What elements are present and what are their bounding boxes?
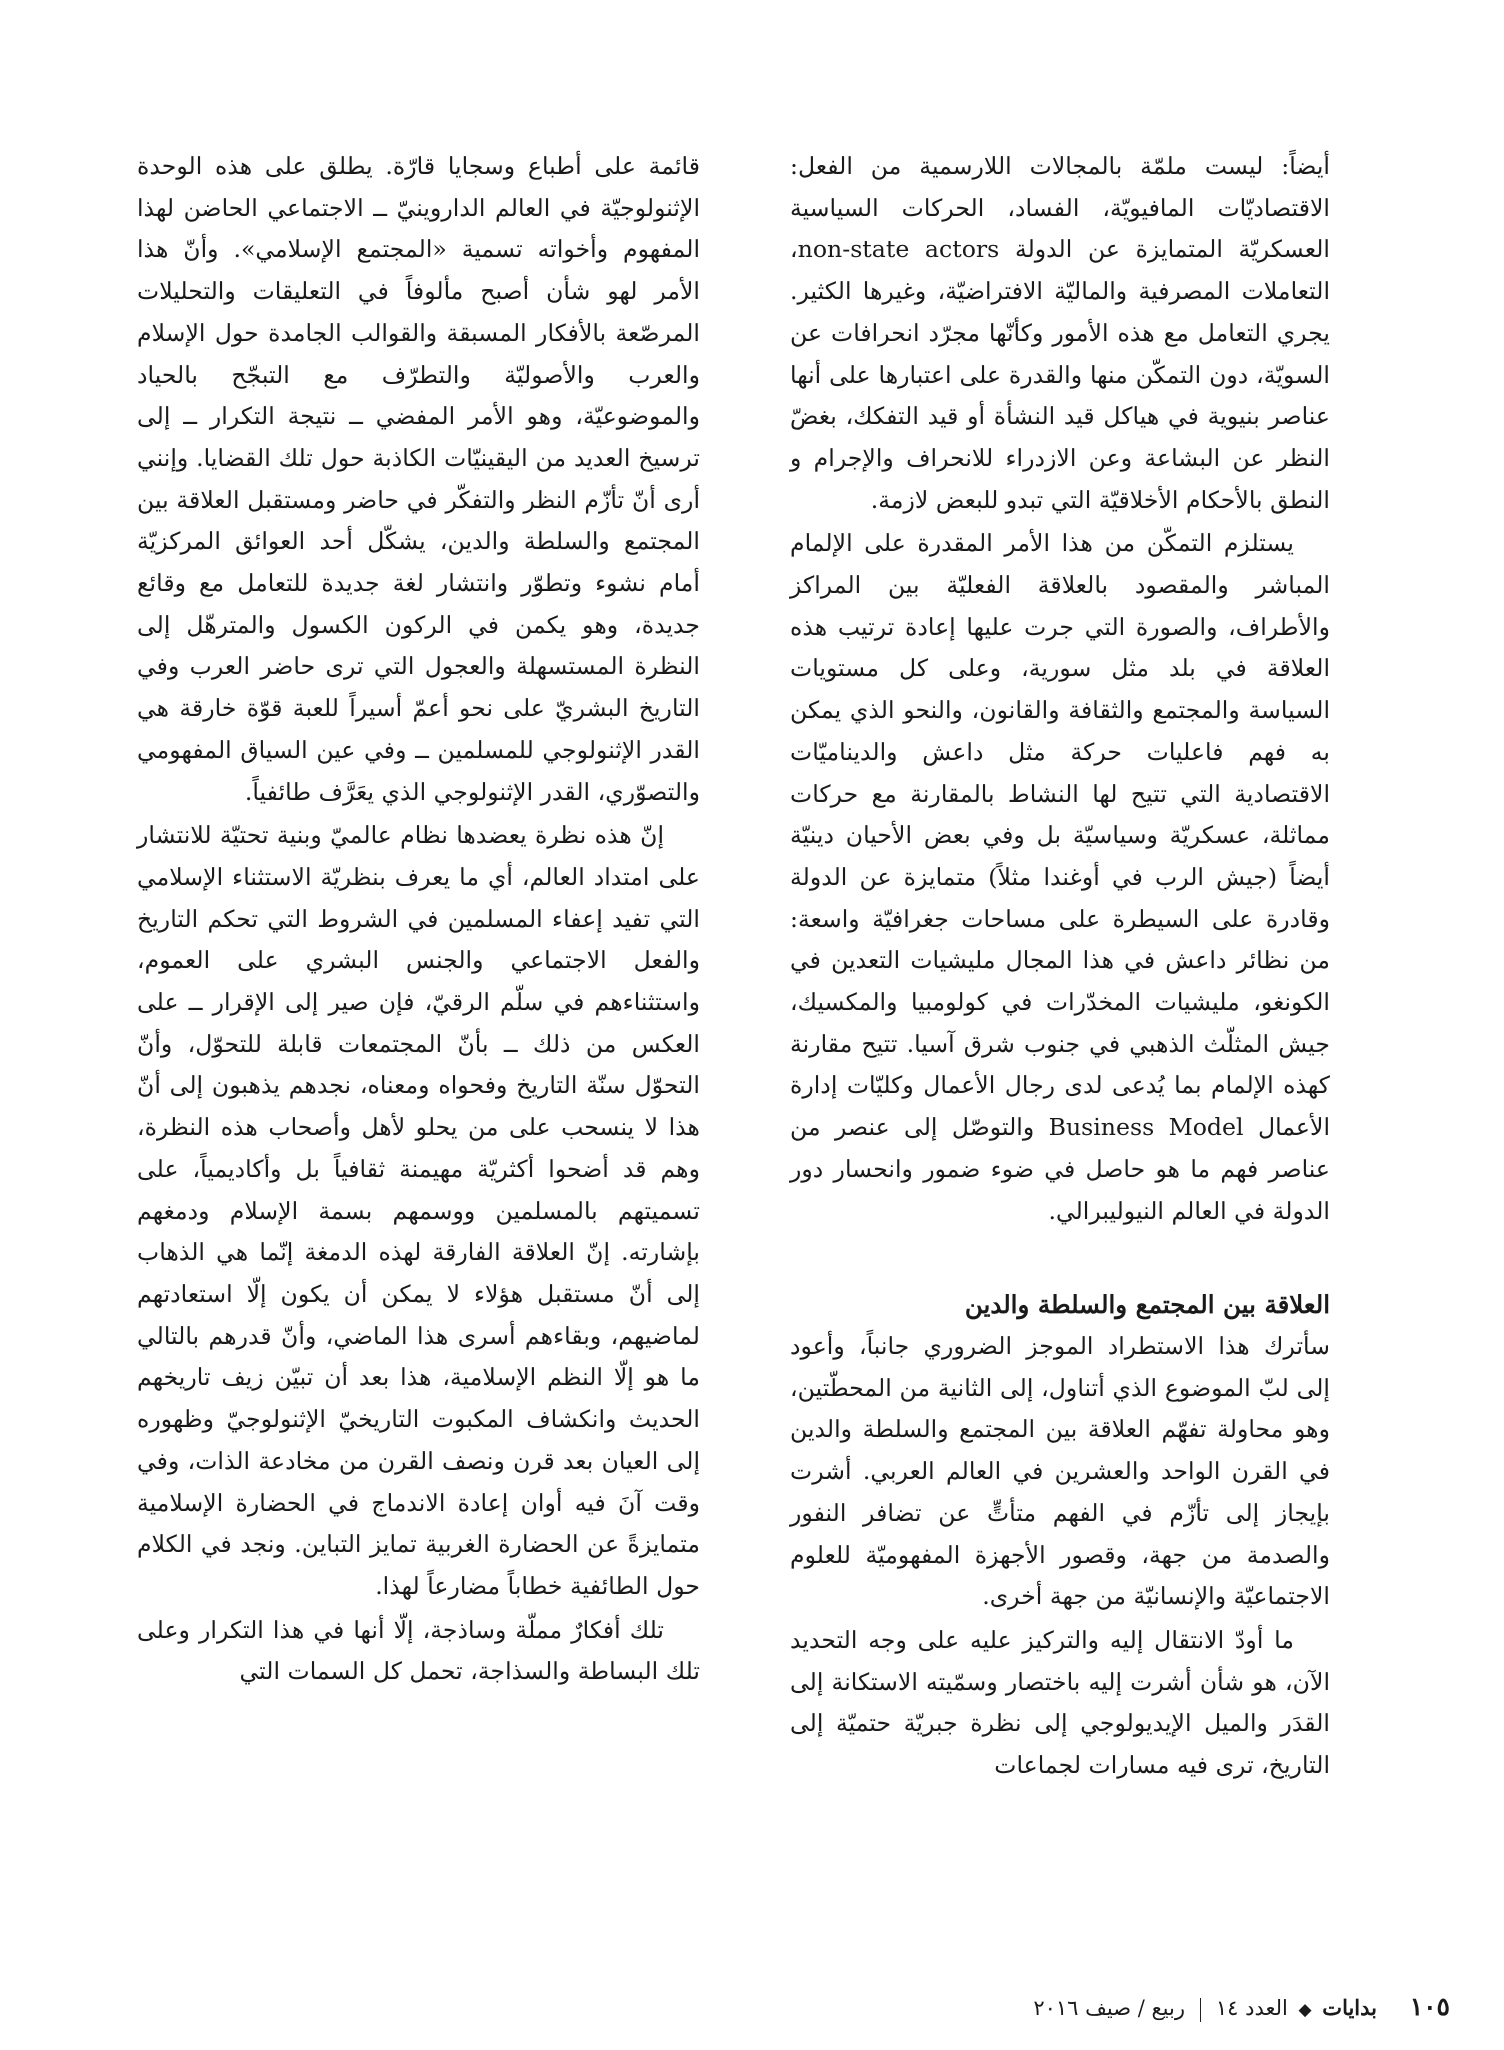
- issue-season: ربيع / صيف ٢٠١٦: [1033, 1996, 1185, 2020]
- paragraph: سأترك هذا الاستطراد الموجز الضروري جانباً، وأعود إلى لبّ الموضوع الذي أتناول، إلى الثانية من المحطّتين، وهو محاولة تفهّم العلاقة بين المجتمع والسلطة والدين في القرن الواحد والعشرين في العالم العربي. أشرت بإيجاز إلى تأزّم في الفهم متأتٍّ عن تضافر النفور والصدمة من جهة، وقصور الأجهزة المفهوميّة للعلوم الاجتماعيّة والإنسانيّة من جهة أخرى.: [790, 1331, 1330, 1611]
- left-column: [137, 146, 700, 1693]
- paragraph: قائمة على أطباع وسجايا قارّة. يطلق على هذه الوحدة الإثنولوجيّة في العالم الداروينيّ ــ الاجتماعي الحاضن لهذا المفهوم وأخواته تسمية «المجتمع الإسلامي». وأنّ هذا الأمر لهو شأن أصبح مألوفاً في التعليقات والتحليلات المرصّعة بالأفكار المسبقة والقوالب الجامدة حول الإسلام والعرب والأصوليّة والتطرّف مع التبجّح بالحياد والموضوعيّة، وهو الأمر المفضي ــ نتيجة التكرار ــ إلى ترسيخ العديد من اليقينيّات الكاذبة حول تلك القضايا. وإنني أرى أنّ تأزّم النظر والتفكّر في حاضر ومستقبل العلاقة بين المجتمع والسلطة والدين، يشكّل أحد العوائق المركزيّة أمام نشوء وتطوّر وانتشار لغة جديدة للتعامل مع وقائع جديدة، وهو يكمن في الركون الكسول والمترهّل إلى النظرة المستسهلة والعجول التي ترى حاضر العرب وفي التاريخ البشريّ على نحو أعمّ أسيراً للعبة قوّة خارقة هي القدر الإثنولوجي للمسلمين ــ وفي عين السياق المفهومي والتصوّري، القدر الإثنولوجي الذي يعَرَّف طائفياً.: [137, 152, 700, 806]
- right-column: [790, 146, 1330, 1787]
- paragraph: أيضاً: ليست ملمّة بالمجالات اللارسمية من الفعل: الاقتصاديّات المافيويّة، الفساد، الحركات السياسية العسكريّة المتمايزة عن الدولة non-state actors، التعاملات المصرفية والماليّة الافتراضيّة، وغيرها الكثير. يجري التعامل مع هذه الأمور وكأنّها مجرّد انحرافات عن السويّة، دون التمكّن منها والقدرة على اعتبارها على أنها عناصر بنيوية في هياكل قيد النشأة أو قيد التفكك، بغضّ النظر عن البشاعة وعن الازدراء للانحراف والإجرام و النطق بالأحكام الأخلاقيّة التي تبدو للبعض لازمة.: [790, 152, 1330, 514]
- paragraph: إنّ هذه نظرة يعضدها نظام عالميّ وبنية تحتيّة للانتشار على امتداد العالم، أي ما يعرف بنظريّة الاستثناء الإسلامي التي تفيد إعفاء المسلمين في الشروط التي تحكم التاريخ والفعل الاجتماعي والجنس البشري على العموم، واستثناءهم في سلّم الرقيّ، فإن صير إلى الإقرار ــ على العكس من ذلك ــ بأنّ المجتمعات قابلة للتحوّل، وأنّ التحوّل سنّة التاريخ وفحواه ومعناه، نجدهم يذهبون إلى أنّ هذا لا ينسحب على من يحلو لأهل وأصحاب هذه النظرة، وهم قد أضحوا أكثريّة مهيمنة ثقافياً بل وأكاديمياً، على تسميتهم بالمسلمين ووسمهم بسمة الإسلام ودمغهم بإشارته. إنّ العلاقة الفارقة لهذه الدمغة إنّما هي الذهاب إلى أنّ مستقبل هؤلاء لا يمكن أن يكون إلّا استعادتهم لماضيهم، وبقاءهم أسرى هذا الماضي، وأنّ قدرهم بالتالي ما هو إلّا النظم الإسلامية، هذا بعد أن تبيّن زيف تاريخهم الحديث وانكشاف المكبوت التاريخيّ الإثنولوجيّ وظهوره إلى العيان بعد قرن ونصف القرن من مخادعة الذات، وفي وقت آنَ فيه أوان إعادة الاندماج في الحضارة الإسلامية متمايزةً عن الحضارة الغربية تمايز التباين. ونجد في الكلام حول الطائفية خطاباً مضارعاً لهذا.: [137, 821, 700, 1600]
- section-heading: العلاقة بين المجتمع والسلطة والدين: [964, 1290, 1330, 1320]
- paragraph: يستلزم التمكّن من هذا الأمر المقدرة على الإلمام المباشر والمقصود بالعلاقة الفعليّة بين المراكز والأطراف، والصورة التي جرت عليها إعادة ترتيب هذه العلاقة في بلد مثل سورية، وعلى كل مستويات السياسة والمجتمع والثقافة والقانون، والنحو الذي يمكن به فهم فاعليات حركة مثل داعش والديناميّات الاقتصادية التي تتيح لها النشاط بالمقارنة مع حركات مماثلة، عسكريّة وسياسيّة بل وفي بعض الأحيان دينيّة أيضاً (جيش الرب في أوغندا مثلاً) متمايزة عن الدولة وقادرة على السيطرة على مساحات جغرافيّة واسعة: من نظائر داعش في هذا المجال مليشيات التعدين في الكونغو، مليشيات المخدّرات في كولومبيا والمكسيك، جيش المثلّث الذهبي في جنوب شرق آسيا. تتيح مقارنة كهذه الإلمام بما يُدعى لدى رجال الأعمال وكليّات إدارة الأعمال Business Model والتوصّل إلى عنصر من عناصر فهم ما هو حاصل في ضوء ضمور وانحسار دور الدولة في العالم النيوليبرالي.: [790, 529, 1330, 1225]
- page-footer: [980, 1992, 1450, 2025]
- diamond-icon: ◆: [1298, 2000, 1312, 2020]
- page-number: ١٠٥: [1409, 1992, 1450, 2021]
- paragraph: ما أودّ الانتقال إليه والتركيز عليه على وجه التحديد الآن، هو شأن أشرت إليه باختصار وسمّيته الاستكانة إلى القدَر والميل الإيديولوجي إلى نظرة جبريّة حتميّة إلى التاريخ، ترى فيه مسارات لجماعات: [790, 1625, 1330, 1780]
- paragraph: تلك أفكارٌ مملّة وساذجة، إلّا أنها في هذا التكرار وعلى تلك البساطة والسذاجة، تحمل كل السمات التي: [137, 1615, 700, 1686]
- footer-divider: [1200, 1998, 1202, 2022]
- issue-number: العدد ١٤: [1215, 1996, 1288, 2020]
- magazine-name: بدايات: [1322, 1995, 1378, 2020]
